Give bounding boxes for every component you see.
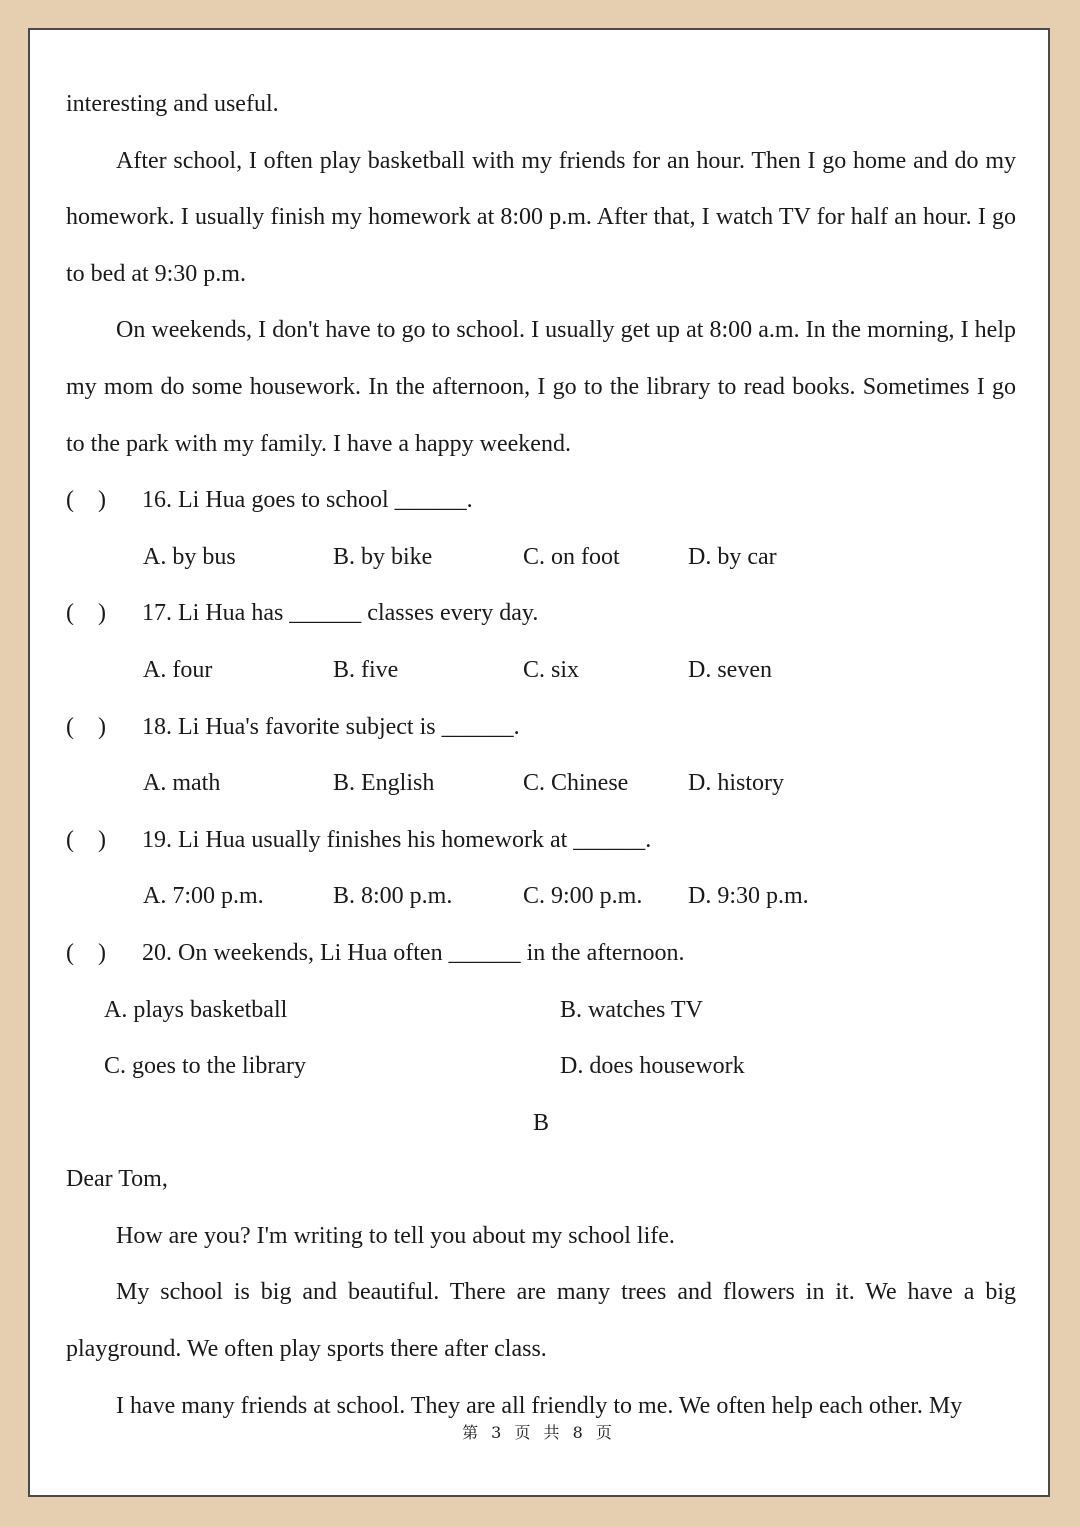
option-16-c: C. on foot [523, 543, 620, 570]
question-17 [66, 585, 1016, 642]
option-18-d: D. history [688, 770, 784, 797]
option-20-d: D. does housework [560, 1053, 745, 1080]
letter-salutation: Dear Tom, [66, 1166, 168, 1193]
question-17-options [66, 642, 1016, 699]
question-18 [66, 699, 1016, 756]
answer-blank-17[interactable]: ( ) [66, 600, 106, 627]
question-19-options [66, 868, 1016, 925]
letter-paragraph-3: I have many friends at school. They are all friendly to me. We often help each other. My [116, 1392, 963, 1419]
option-16-b: B. by bike [333, 543, 433, 570]
letter-paragraph-1: How are you? I'm writing to tell you about my school life. [116, 1222, 675, 1249]
question-stem-19: 19. Li Hua usually finishes his homework at ______. [142, 826, 652, 853]
option-20-c: C. goes to the library [104, 1053, 306, 1080]
option-16-d: D. by car [688, 543, 777, 570]
section-b-heading: B [532, 1109, 549, 1136]
answer-blank-20[interactable]: ( ) [66, 939, 106, 966]
question-20-options-row-2 [66, 1038, 1016, 1095]
question-stem-17: 17. Li Hua has ______ classes every day. [142, 600, 539, 627]
option-18-c: C. Chinese [523, 770, 629, 797]
option-20-a: A. plays basketball [104, 996, 288, 1023]
option-16-a: A. by bus [143, 543, 236, 570]
option-19-d: D. 9:30 p.m. [688, 883, 809, 910]
page-number-footer: 第 3 页 共 8 页 [462, 1423, 616, 1442]
answer-blank-19[interactable]: ( ) [66, 826, 106, 853]
option-17-d: D. seven [688, 656, 772, 683]
page-content [66, 76, 1016, 1434]
exam-page [28, 28, 1050, 1497]
option-19-a: A. 7:00 p.m. [143, 883, 264, 910]
passage-a-paragraph-2: After school, I often play basketball with my friends for an hour. Then I go home and do my homework. I usually finish my homework at 8:00 p.m. After that, I watch TV for half an hour. I go to bed at 9:30 p.m. [66, 147, 1016, 287]
question-stem-20: 20. On weekends, Li Hua often ______ in the afternoon. [142, 939, 685, 966]
passage-a-paragraph-3: On weekends, I don't have to go to school. I usually get up at 8:00 a.m. In the morning, I help my mom do some housework. In the afternoon, I go to the library to read books. Sometimes I go to the park with my family. I have a happy weekend. [66, 317, 1016, 457]
option-18-a: A. math [143, 770, 221, 797]
option-19-b: B. 8:00 p.m. [333, 883, 453, 910]
option-17-c: C. six [523, 656, 580, 683]
letter-paragraph-2: My school is big and beautiful. There are many trees and flowers in it. We have a big playground. We often play sports there after class. [66, 1279, 1016, 1363]
option-17-b: B. five [333, 656, 399, 683]
question-19 [66, 812, 1016, 869]
answer-blank-18[interactable]: ( ) [66, 713, 106, 740]
option-20-b: B. watches TV [560, 996, 703, 1023]
passage-a-paragraph-1-end: interesting and useful. [66, 91, 279, 117]
question-20-options-row-1 [66, 982, 1016, 1039]
question-16-options [66, 529, 1016, 586]
answer-blank-16[interactable]: ( ) [66, 487, 106, 514]
question-20 [66, 925, 1016, 982]
option-19-c: C. 9:00 p.m. [523, 883, 643, 910]
question-16 [66, 472, 1016, 529]
question-stem-16: 16. Li Hua goes to school ______. [142, 487, 473, 514]
question-stem-18: 18. Li Hua's favorite subject is ______. [142, 713, 520, 740]
option-18-b: B. English [333, 770, 435, 797]
option-17-a: A. four [143, 656, 213, 683]
question-18-options [66, 755, 1016, 812]
